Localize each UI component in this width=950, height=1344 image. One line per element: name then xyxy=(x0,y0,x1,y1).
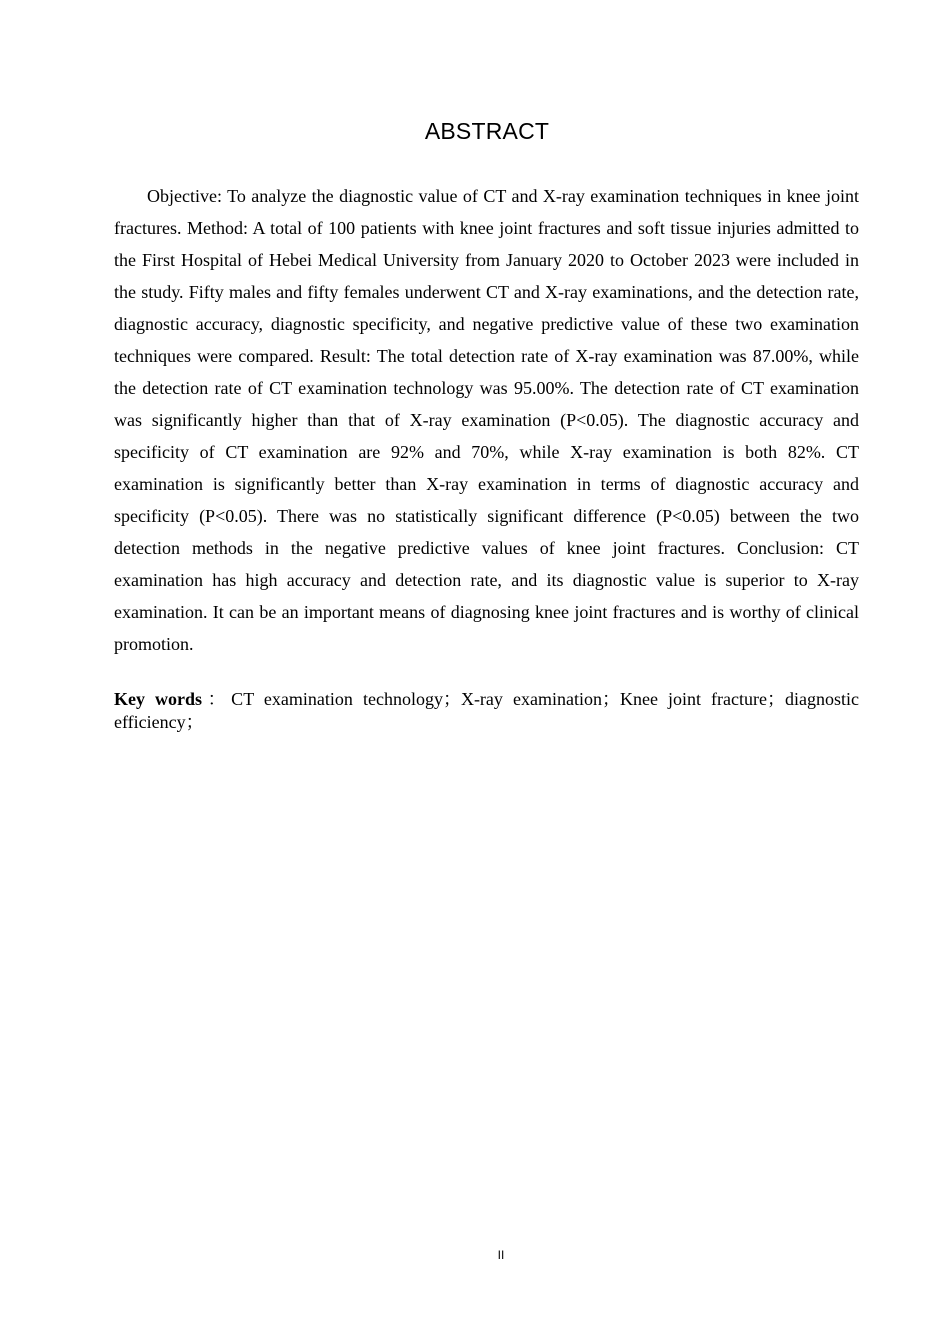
abstract-body: Objective: To analyze the diagnostic value of CT and X-ray examination techniques in knee joint fractures. Method: A total of 100 patients with knee joint fractures and soft tissue injuries admitted to the First Hospital of Hebei Medical University from January 2020 to October 2023 were included in the study. Fifty males and fifty females underwent CT and X-ray examinations, and the detection rate, diagnostic accuracy, diagnostic specificity, and negative predictive value of these two examination techniques were compared. Result: The total detection rate of X-ray examination was 87.00%, while the detection rate of CT examination technology was 95.00%. The detection rate of CT examination was significantly higher than that of X-ray examination (P<0.05). The diagnostic accuracy and specificity of CT examination are 92% and 70%, while X-ray examination is both 82%. CT examination is significantly better than X-ray examination in terms of diagnostic accuracy and specificity (P<0.05). There was no statistically significant difference (P<0.05) between the two detection methods in the negative predictive values of knee joint fractures. Conclusion: CT examination has high accuracy and detection rate, and its diagnostic value is superior to X-ray examination. It can be an important means of diagnosing knee joint fractures and is worthy of clinical promotion. xyxy=(114,186,859,654)
keywords-list: ：CT examination technology；X-ray examination；Knee joint fracture；diagnostic efficiency； xyxy=(114,689,859,732)
keywords-paragraph xyxy=(114,688,859,734)
page-number: II xyxy=(497,1248,505,1262)
keywords-label: Key words xyxy=(114,689,203,709)
abstract-title: ABSTRACT xyxy=(424,118,550,144)
